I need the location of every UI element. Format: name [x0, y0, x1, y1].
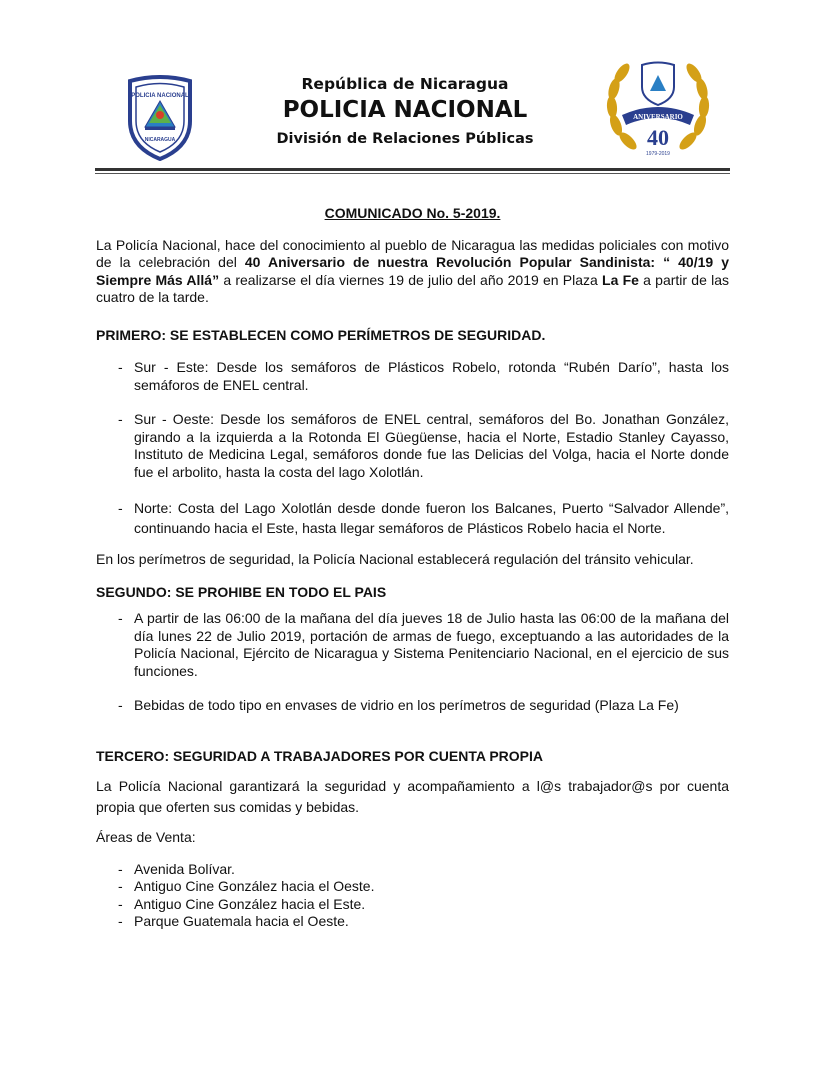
list-item-text: Antiguo Cine González hacia el Este.	[134, 895, 366, 912]
letterhead	[95, 55, 730, 173]
bullet-dash: -	[118, 500, 123, 516]
list-item	[96, 359, 729, 394]
prohibition-list	[96, 610, 729, 715]
list-item-text: Avenida Bolívar.	[134, 860, 235, 877]
country-name: República de Nicaragua	[301, 75, 509, 93]
header-divider	[95, 168, 730, 171]
list-item	[96, 697, 729, 715]
intro-text-3: a partir de las cuatro de la tarde.	[96, 271, 729, 305]
list-item-text: A partir de las 06:00 de la mañana del día jueves 18 de Julio hasta las 06:00 de la mañana del día lunes 22 de Julio 2019, portación de armas de fuego, exceptuando a las autoridades de la Policía Nacional, Ejército de Nicaragua y Sistema Penitenciario Nacional, en el ejercicio de sus funciones.	[134, 610, 729, 679]
primero-closing: En los perímetros de seguridad, la Policía Nacional establecerá regulación del tránsito vehicular.	[96, 551, 694, 567]
letterhead-text	[225, 75, 585, 148]
bullet-dash: -	[118, 411, 123, 427]
tercero-paragraph: La Policía Nacional garantizará la seguridad y acompañamiento a l@s trabajador@s por cuenta propia que oferten sus comidas y bebidas.	[96, 778, 729, 815]
svg-text:POLICIA NACIONAL: POLICIA NACIONAL	[131, 93, 189, 99]
bullet-dash: -	[118, 860, 123, 877]
section-segundo-heading: SEGUNDO: SE PROHIBE EN TODO EL PAIS	[96, 583, 387, 600]
svg-text:1979-2019: 1979-2019	[646, 151, 670, 157]
svg-text:40: 40	[647, 125, 669, 150]
perimeter-list	[96, 359, 729, 538]
bullet-dash: -	[118, 895, 123, 912]
intro-bold-1: 40 Aniversario de nuestra Revolución Popular Sandinista: “ 40/19 y Siempre Más Allá”	[96, 254, 729, 288]
list-item	[96, 896, 729, 914]
list-item	[96, 498, 729, 538]
bullet-dash: -	[118, 913, 123, 929]
intro-paragraph	[96, 237, 729, 307]
sales-areas-list	[96, 861, 729, 931]
section-primero-heading: PRIMERO: SE ESTABLECEN COMO PERÍMETROS DE SEGURIDAD.	[96, 326, 546, 343]
police-shield-logo-icon	[125, 75, 195, 161]
list-item-text: Sur - Este: Desde los semáforos de Plásticos Robelo, rotonda “Rubén Darío”, hasta los semáforos de ENEL central.	[134, 359, 729, 393]
intro-bold-2: La Fe	[602, 271, 639, 288]
list-item-text: Antiguo Cine González hacia el Oeste.	[134, 878, 375, 894]
division-name: División de Relaciones Públicas	[276, 131, 534, 147]
communique-title: COMUNICADO No. 5-2019.	[324, 205, 501, 221]
bullet-dash: -	[118, 610, 123, 626]
svg-text:ANIVERSARIO: ANIVERSARIO	[633, 113, 683, 121]
areas-label: Áreas de Venta:	[96, 829, 196, 845]
bullet-dash: -	[118, 878, 123, 894]
list-item	[96, 610, 729, 680]
document-body	[96, 205, 729, 931]
bullet-dash: -	[118, 359, 123, 375]
anniversary-laurel-logo-icon	[600, 55, 716, 163]
institution-name: POLICIA NACIONAL	[282, 97, 528, 123]
section-tercero-heading: TERCERO: SEGURIDAD A TRABAJADORES POR CUENTA PROPIA	[96, 747, 543, 764]
intro-text-2: a realizarse el día viernes 19 de julio del año 2019 en Plaza	[219, 271, 603, 288]
list-item-text: Sur - Oeste: Desde los semáforos de ENEL central, semáforos del Bo. Jonathan González, girando a la izquierda a la Rotonda El Güegüense, hacia el Norte, Estadio Stanley Cayasso, Instituto de Medicina Legal, semáforos donde fue las Delicias del Volga, hacia el Norte donde fue el arbolito, hasta la costa del lago Xolotlán.	[134, 411, 729, 480]
list-item-text: Parque Guatemala hacia el Oeste.	[134, 913, 349, 929]
list-item	[96, 861, 729, 879]
bullet-dash: -	[118, 697, 123, 713]
svg-text:NICARAGUA: NICARAGUA	[144, 137, 176, 143]
intro-text-1: La Policía Nacional, hace del conocimiento al pueblo de Nicaragua las medidas policiales con motivo de la celebración del	[96, 236, 729, 270]
header-divider-thin	[95, 173, 730, 174]
list-item	[96, 411, 729, 481]
list-item	[96, 913, 729, 931]
list-item-text: Norte: Costa del Lago Xolotlán desde donde fueron los Balcanes, Puerto “Salvador Allende”, continuando hacia el Este, hasta llegar semáforos de Plásticos Robelo hacia el Norte.	[134, 500, 729, 536]
list-item	[96, 878, 729, 896]
list-item-text: Bebidas de todo tipo en envases de vidrio en los perímetros de seguridad (Plaza La Fe)	[134, 697, 679, 713]
